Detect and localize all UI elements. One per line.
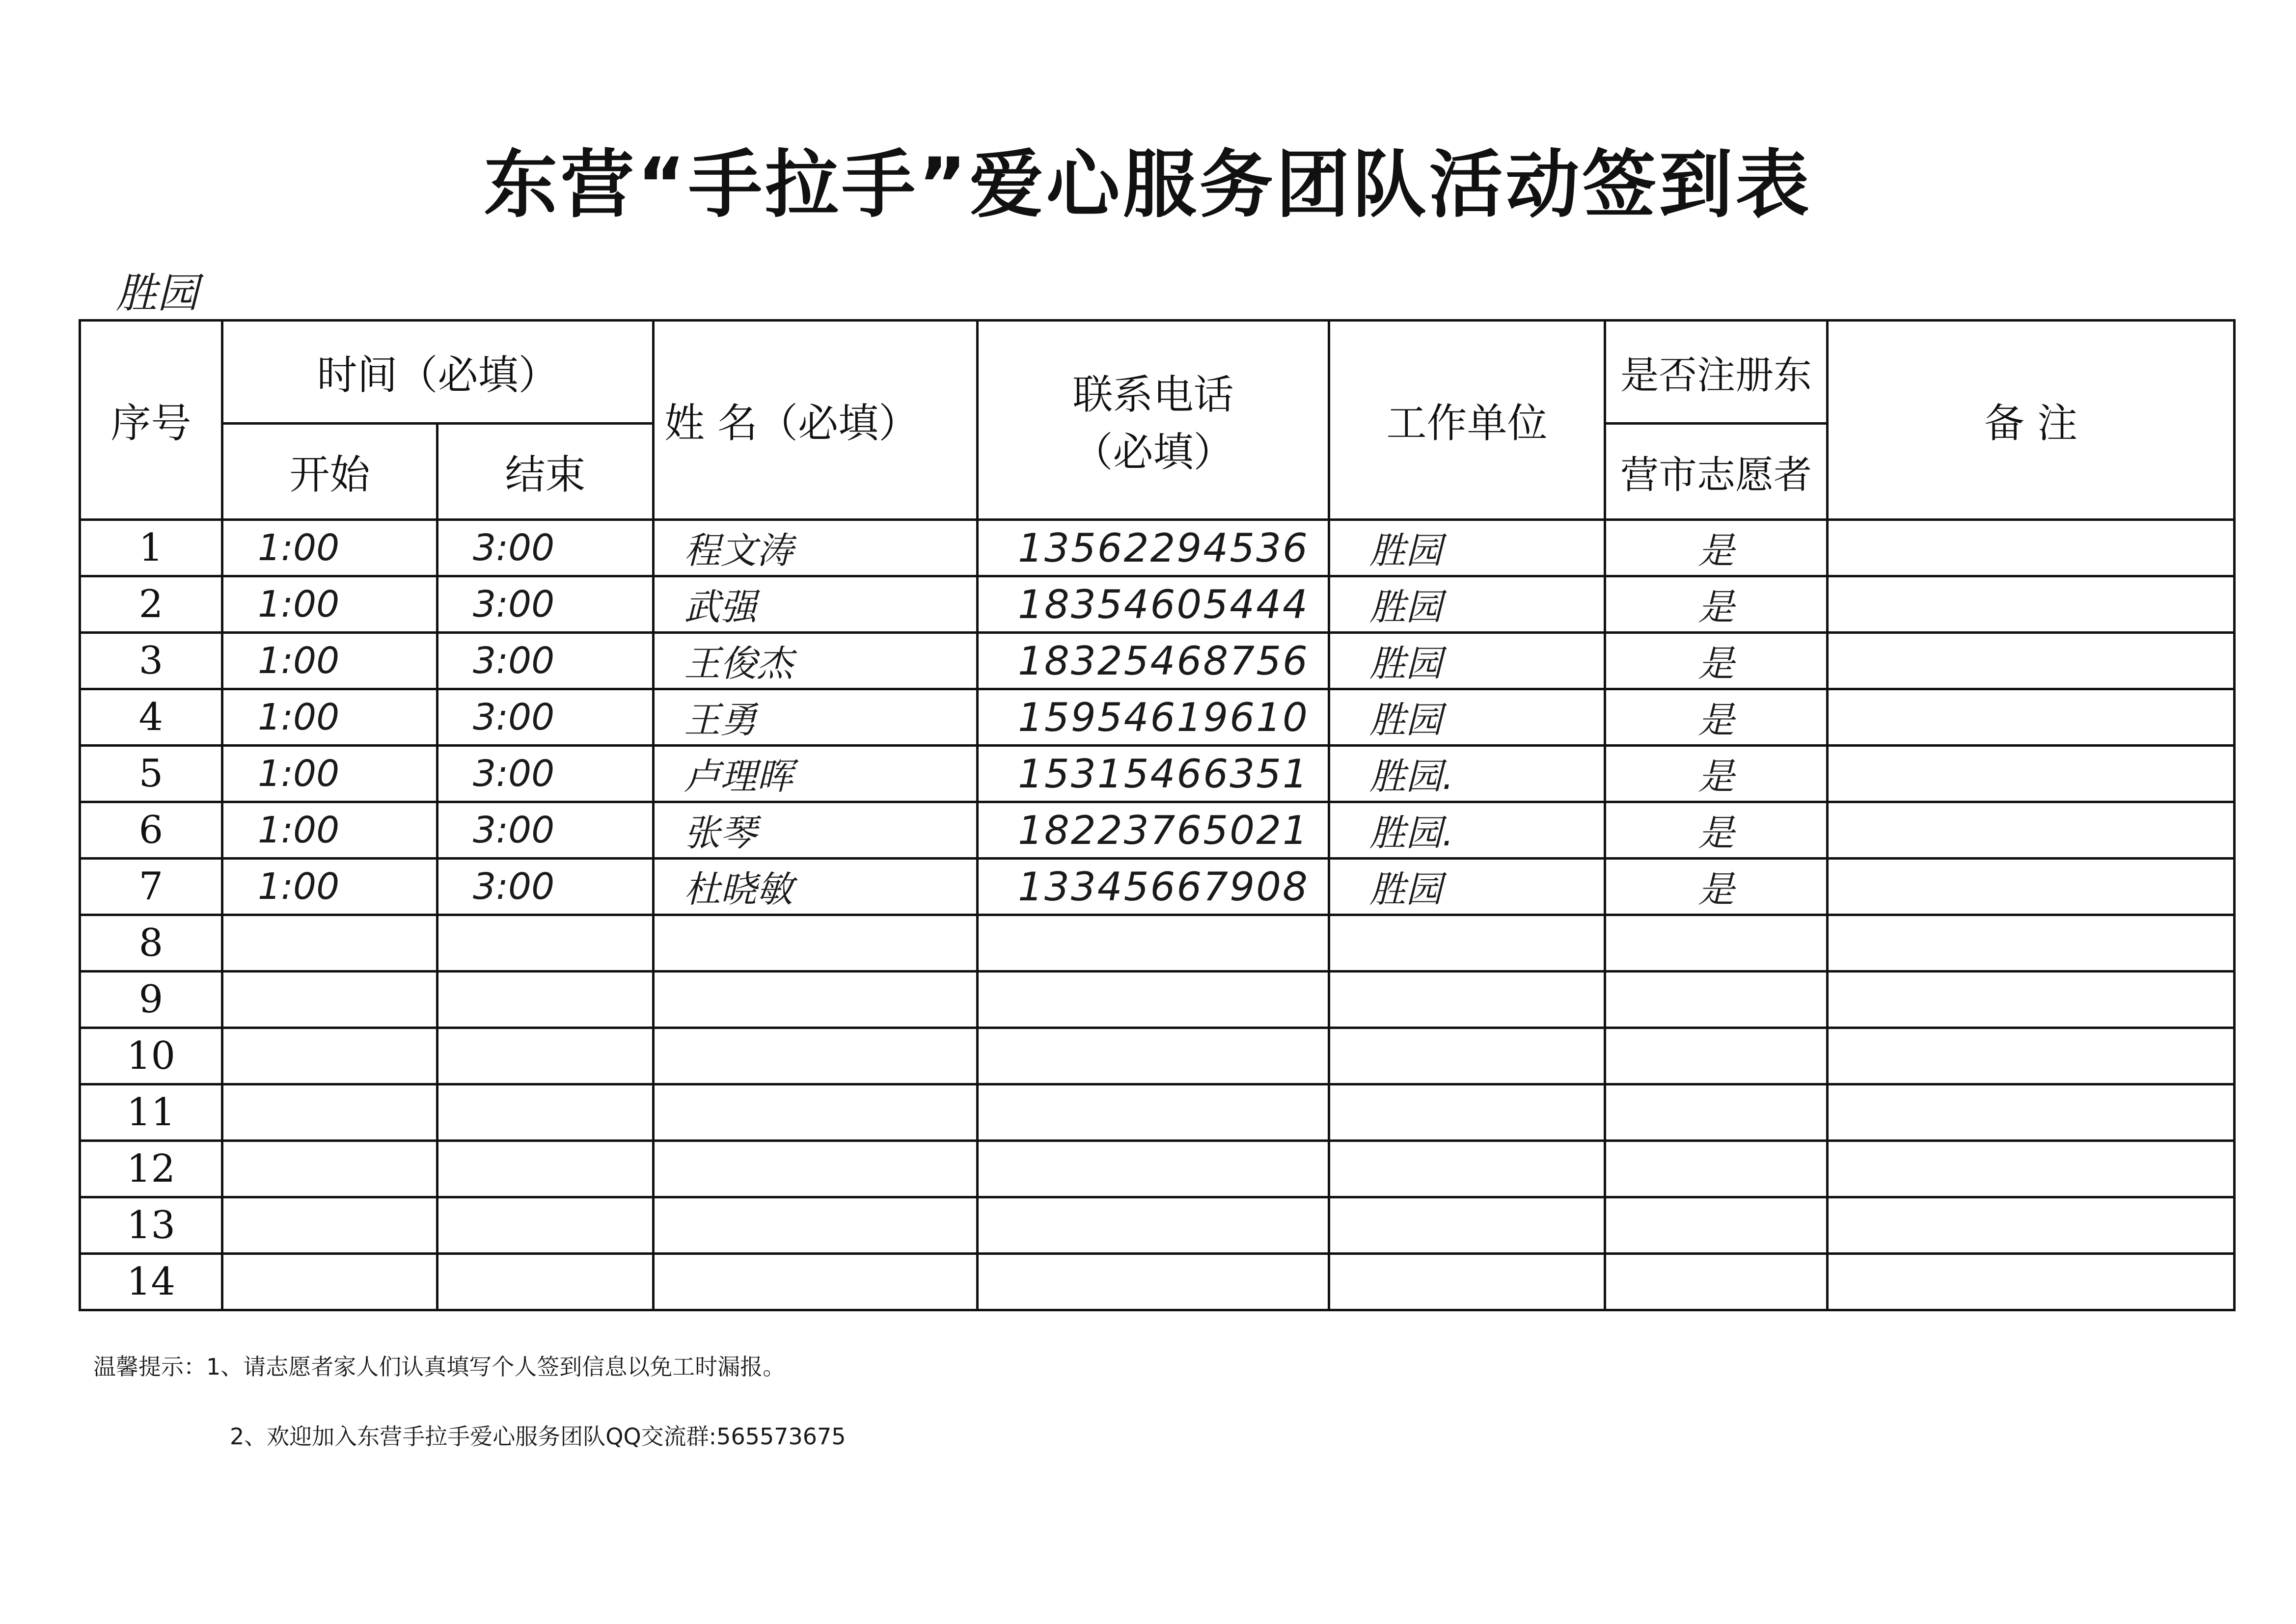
cell-start-time [222,1254,437,1310]
cell-unit: 胜园. [1329,802,1605,859]
cell-registered: 是 [1605,859,1828,915]
cell-name: 卢理晖 [654,746,978,802]
cell-end-time [437,915,654,972]
cell-start-time: 1:00 [222,633,437,689]
header-registered-line1: 是否注册东 [1605,321,1828,424]
cell-phone [978,1084,1329,1141]
sheet-title: 东营“手拉手”爱心服务团队活动签到表 [484,142,1812,228]
table-row [80,689,2235,746]
cell-phone: 18223765021 [978,802,1329,859]
cell-phone: 15315466351 [978,746,1329,802]
table-row [80,1084,2235,1141]
cell-unit [1329,1141,1605,1197]
cell-name [654,1141,978,1197]
cell-end-time: 3:00 [437,859,654,915]
table-row [80,859,2235,915]
cell-seq: 14 [80,1254,222,1310]
cell-seq: 12 [80,1141,222,1197]
cell-name [654,1254,978,1310]
cell-start-time: 1:00 [222,520,437,576]
cell-name [654,972,978,1028]
cell-start-time [222,972,437,1028]
cell-remark [1828,1141,2235,1197]
cell-end-time: 3:00 [437,576,654,633]
cell-registered: 是 [1605,746,1828,802]
cell-end-time [437,1141,654,1197]
header-name: 姓 名（必填） [654,321,978,520]
cell-unit: 胜园 [1329,859,1605,915]
cell-name: 王俊杰 [654,633,978,689]
cell-registered [1605,1197,1828,1254]
cell-unit [1329,915,1605,972]
header-phone-line2: （必填） [1072,429,1234,476]
table-row [80,633,2235,689]
cell-registered [1605,1254,1828,1310]
cell-phone [978,1254,1329,1310]
cell-registered: 是 [1605,576,1828,633]
cell-phone: 13345667908 [978,859,1329,915]
header-remark: 备 注 [1828,321,2235,520]
header-unit: 工作单位 [1329,321,1605,520]
cell-start-time: 1:00 [222,802,437,859]
header-seq: 序号 [80,321,222,520]
cell-unit [1329,1084,1605,1141]
footer-tip-1: 温馨提示：1、请志愿者家人们认真填写个人签到信息以免工时漏报。 [93,1353,786,1380]
cell-name [654,1028,978,1084]
cell-seq: 9 [80,972,222,1028]
cell-end-time [437,972,654,1028]
cell-seq: 7 [80,859,222,915]
cell-phone: 15954619610 [978,689,1329,746]
cell-remark [1828,1084,2235,1141]
cell-phone: 18325468756 [978,633,1329,689]
cell-registered [1605,1141,1828,1197]
cell-start-time [222,1197,437,1254]
cell-phone [978,972,1329,1028]
cell-remark [1828,576,2235,633]
cell-name [654,1084,978,1141]
cell-name: 王勇 [654,689,978,746]
cell-start-time: 1:00 [222,746,437,802]
cell-name: 张琴 [654,802,978,859]
table-row [80,1254,2235,1310]
cell-unit [1329,1254,1605,1310]
table-row [80,972,2235,1028]
cell-phone: 18354605444 [978,576,1329,633]
cell-unit [1329,1197,1605,1254]
cell-registered [1605,1028,1828,1084]
table-row [80,802,2235,859]
cell-end-time: 3:00 [437,746,654,802]
cell-seq: 5 [80,746,222,802]
header-time: 时间（必填） [222,321,654,424]
cell-registered [1605,1084,1828,1141]
cell-start-time: 1:00 [222,859,437,915]
cell-seq: 6 [80,802,222,859]
cell-remark [1828,689,2235,746]
cell-start-time: 1:00 [222,576,437,633]
cell-phone: 13562294536 [978,520,1329,576]
cell-unit: 胜园 [1329,633,1605,689]
cell-name: 杜晓敏 [654,859,978,915]
cell-remark [1828,1197,2235,1254]
header-start: 开始 [222,424,437,520]
cell-phone [978,1141,1329,1197]
cell-seq: 3 [80,633,222,689]
cell-remark [1828,915,2235,972]
cell-remark [1828,520,2235,576]
cell-unit: 胜园. [1329,746,1605,802]
cell-unit [1329,972,1605,1028]
cell-registered [1605,972,1828,1028]
table-row [80,520,2235,576]
table-row [80,746,2235,802]
header-phone [978,321,1329,520]
cell-remark [1828,972,2235,1028]
cell-end-time: 3:00 [437,802,654,859]
cell-end-time: 3:00 [437,520,654,576]
cell-seq: 13 [80,1197,222,1254]
cell-remark [1828,859,2235,915]
cell-seq: 2 [80,576,222,633]
table-row [80,1141,2235,1197]
table-row [80,1197,2235,1254]
cell-end-time [437,1084,654,1141]
cell-registered: 是 [1605,689,1828,746]
cell-phone [978,1028,1329,1084]
cell-registered: 是 [1605,633,1828,689]
cell-phone [978,1197,1329,1254]
cell-name [654,915,978,972]
handwritten-corner-note: 胜园 [116,269,199,317]
cell-unit [1329,1028,1605,1084]
cell-unit: 胜园 [1329,520,1605,576]
cell-seq: 8 [80,915,222,972]
cell-remark [1828,633,2235,689]
footer-tip-2: 2、欢迎加入东营手拉手爱心服务团队QQ交流群:565573675 [230,1423,846,1450]
cell-seq: 10 [80,1028,222,1084]
cell-end-time [437,1197,654,1254]
cell-start-time [222,1141,437,1197]
cell-end-time [437,1254,654,1310]
cell-remark [1828,746,2235,802]
table-row [80,576,2235,633]
cell-registered: 是 [1605,520,1828,576]
cell-start-time [222,1028,437,1084]
cell-phone [978,915,1329,972]
cell-start-time [222,1084,437,1141]
cell-unit: 胜园 [1329,689,1605,746]
signin-table [79,319,2236,1311]
cell-end-time: 3:00 [437,689,654,746]
cell-name: 程文涛 [654,520,978,576]
header-phone-line1: 联系电话 [1072,371,1234,418]
cell-start-time: 1:00 [222,689,437,746]
header-registered-line2: 营市志愿者 [1605,424,1828,520]
cell-seq: 11 [80,1084,222,1141]
cell-unit: 胜园 [1329,576,1605,633]
cell-end-time: 3:00 [437,633,654,689]
cell-seq: 4 [80,689,222,746]
cell-registered: 是 [1605,802,1828,859]
cell-start-time [222,915,437,972]
header-end: 结束 [437,424,654,520]
cell-remark [1828,802,2235,859]
cell-seq: 1 [80,520,222,576]
cell-registered [1605,915,1828,972]
cell-name: 武强 [654,576,978,633]
table-row [80,1028,2235,1084]
table-row [80,915,2235,972]
cell-name [654,1197,978,1254]
cell-remark [1828,1028,2235,1084]
cell-remark [1828,1254,2235,1310]
cell-end-time [437,1028,654,1084]
